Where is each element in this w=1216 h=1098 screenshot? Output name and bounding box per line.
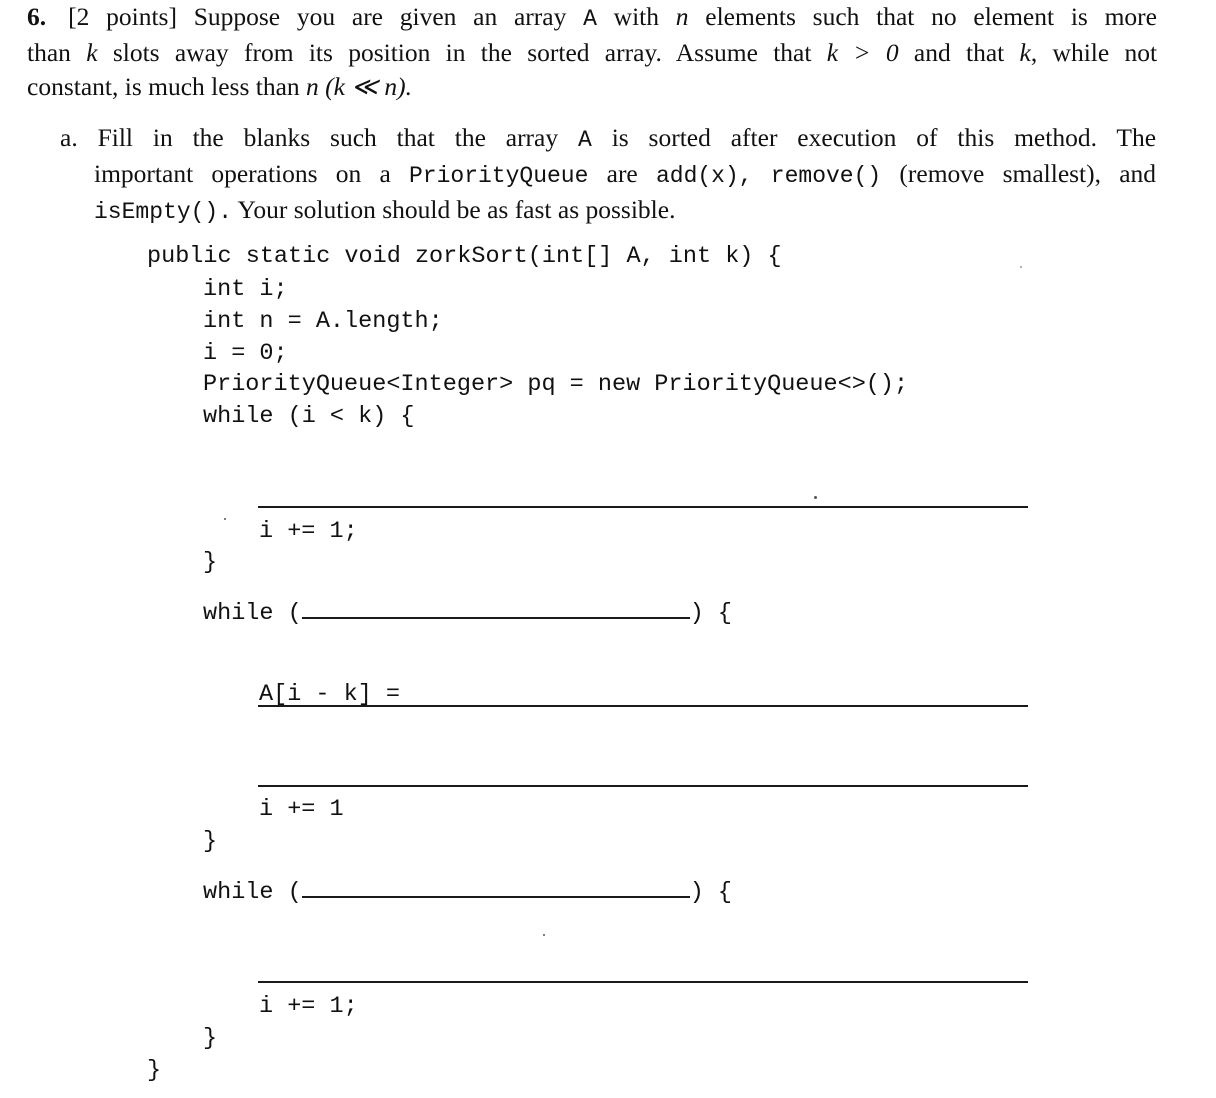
condition-k-much-less-than-n: (k ≪ n). [325,72,413,101]
scan-speck [543,934,545,936]
code-line-int-i: int i; [203,276,288,303]
var-k: k [1019,38,1031,67]
code-fragment: while ( [203,879,302,906]
part-a-text: is sorted after execution of this method. [611,123,1097,152]
scan-speck [224,518,226,520]
code-fragment: ) { [689,879,733,906]
code-fragment: ) { [689,600,733,627]
var-k: k [86,38,98,67]
code-line-i-zero: i = 0; [203,340,288,367]
problem-text-fragment: and that [913,38,1005,67]
part-a-line-1 [60,121,1156,157]
part-a-text: are [606,159,638,188]
condition-k-positive: k > 0 [826,38,899,67]
part-a-text: (remove smallest), and [899,159,1157,188]
array-name: A [578,127,592,153]
code-line-increment-3: i += 1; [259,993,358,1020]
part-a-label: a. [60,123,78,152]
problem-text-fragment: elements such that no element is more [705,2,1157,31]
problem-text-fragment: , while not [1030,38,1158,67]
code-line-while-3 [203,877,732,909]
answer-blank-3[interactable] [258,705,1028,707]
problem-text-fragment: with [613,2,660,31]
code-line-while-1: while (i < k) { [203,403,415,430]
part-a-text: Fill in the blanks such that the array [97,123,559,152]
method-remove: remove() [770,163,882,189]
problem-text-fragment: slots away from its position in the sorted array. Assume that [112,38,812,67]
code-signature: public static void zorkSort(int[] A, int k) { [147,243,782,270]
answer-blank-4[interactable] [258,785,1028,787]
code-line-int-n: int n = A.length; [203,308,443,335]
method-add: add(x), [655,163,753,189]
scan-speck [814,496,817,499]
problem-text-fragment: constant, is much less than [27,72,300,101]
var-n: n [306,72,319,101]
problem-statement [27,0,1157,104]
code-line-close-method: } [147,1057,162,1084]
array-name: A [583,6,597,32]
part-a-line-3 [60,193,1156,229]
code-fragment: while ( [203,600,302,627]
code-line-close-3: } [203,1025,218,1052]
problem-text-fragment: than [27,38,71,67]
problem-points: [2 points] [68,2,177,31]
code-line-while-2 [203,598,732,630]
problem-line-1 [27,0,1157,36]
answer-blank-6[interactable] [258,981,1028,983]
part-a-text: The [1116,123,1157,152]
code-line-increment-2: i += 1 [259,796,344,823]
problem-line-3 [27,70,1157,104]
problem-number: 6. [27,2,47,31]
scan-speck [1020,266,1022,268]
problem-line-2 [27,36,1157,70]
var-n: n [675,2,689,31]
priority-queue-class: PriorityQueue [408,163,589,189]
code-line-increment-1: i += 1; [259,518,358,545]
code-line-close-2: } [203,828,218,855]
problem-text-fragment: Suppose you are given an array [193,2,567,31]
code-line-pq: PriorityQueue<Integer> pq = new PriorityQueue<>(); [203,371,909,398]
part-a-line-2 [60,157,1156,193]
part-a-text: Your solution should be as fast as possible. [237,195,676,224]
part-a-text: important operations on a [94,159,391,188]
part-a [60,121,1156,229]
answer-blank-2[interactable] [302,617,690,619]
answer-blank-5[interactable] [302,896,690,898]
method-isempty: isEmpty(). [94,199,233,225]
code-line-assign: A[i - k] = [259,681,401,708]
code-line-close-1: } [203,549,218,576]
answer-blank-1[interactable] [258,506,1028,508]
